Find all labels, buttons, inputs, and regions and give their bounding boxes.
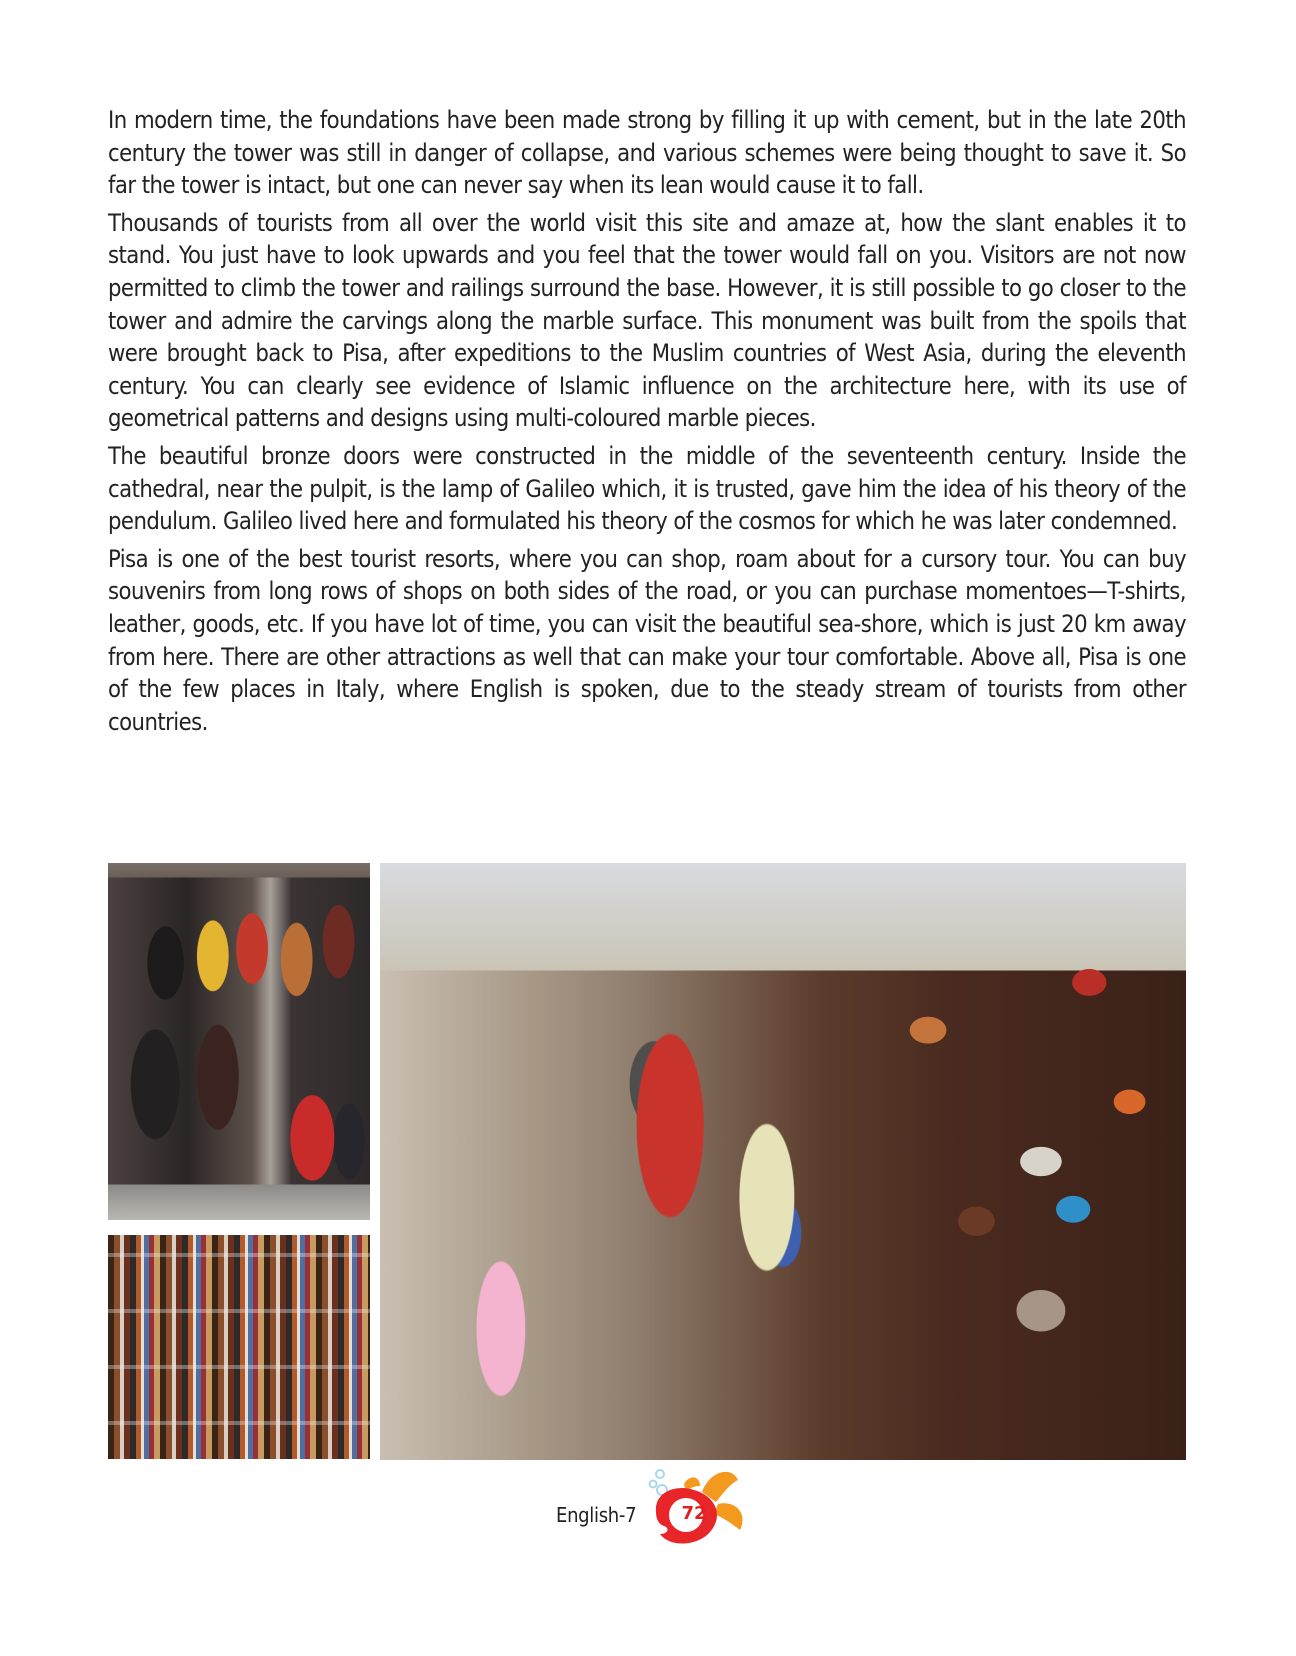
book-title: English-7 [556, 1503, 637, 1527]
paragraph-1: In modern time, the foundations have been made strong by filling it up with cement, but in the late 20th century the tower was still in danger of collapse, and various schemes were being thought to save it. So far the tower is intact, but one can never say when its lean would cause it to fall. [108, 106, 1186, 200]
page-number: 72 [681, 1503, 707, 1524]
belts-photo [108, 1235, 370, 1459]
paragraph-3: The beautiful bronze doors were constructed in the middle of the seventeenth century. Inside the cathedral, near the pulpit, is the lamp of Galileo which, it is trusted, gave him the idea of his theory of the pendulum. Galileo lived here and formulated his theory of the cosmos for which he was later condemned. [108, 441, 1186, 536]
leather-jackets-photo [108, 863, 370, 1220]
market-street-photo [380, 863, 1186, 1460]
paragraph-2: Thousands of tourists from all over the world visit this site and amaze at, how the slant enables it to stand. You just have to look upwards and you feel that the tower would fall on you. Visitors are not now permitted to climb the tower and railings surround the base. However, it is still possible to go closer to the tower and admire the carvings along the marble surface. This monument was built from the spoils that were brought back to Pisa, after expeditions to the Muslim countries of West Asia, during the eleventh century. You can clearly see evidence of Islamic influence on the architecture here, with its use of geometrical patterns and designs using multi-coloured marble pieces. [108, 208, 1186, 433]
body-text [108, 104, 1186, 743]
paragraph-4: Pisa is one of the best tourist resorts, where you can shop, roam about for a cursory tour. You can buy souvenirs from long rows of shops on both sides of the road, or you can purchase momentoes—T-shirts, leather, goods, etc. If you have lot of time, you can visit the beautiful sea-shore, which is just 20 km away from here. There are other attractions as well that can make your tour comfortable. Above all, Pisa is one of the few places in Italy, where English is spoken, due to the steady stream of tourists from other countries. [108, 544, 1186, 736]
